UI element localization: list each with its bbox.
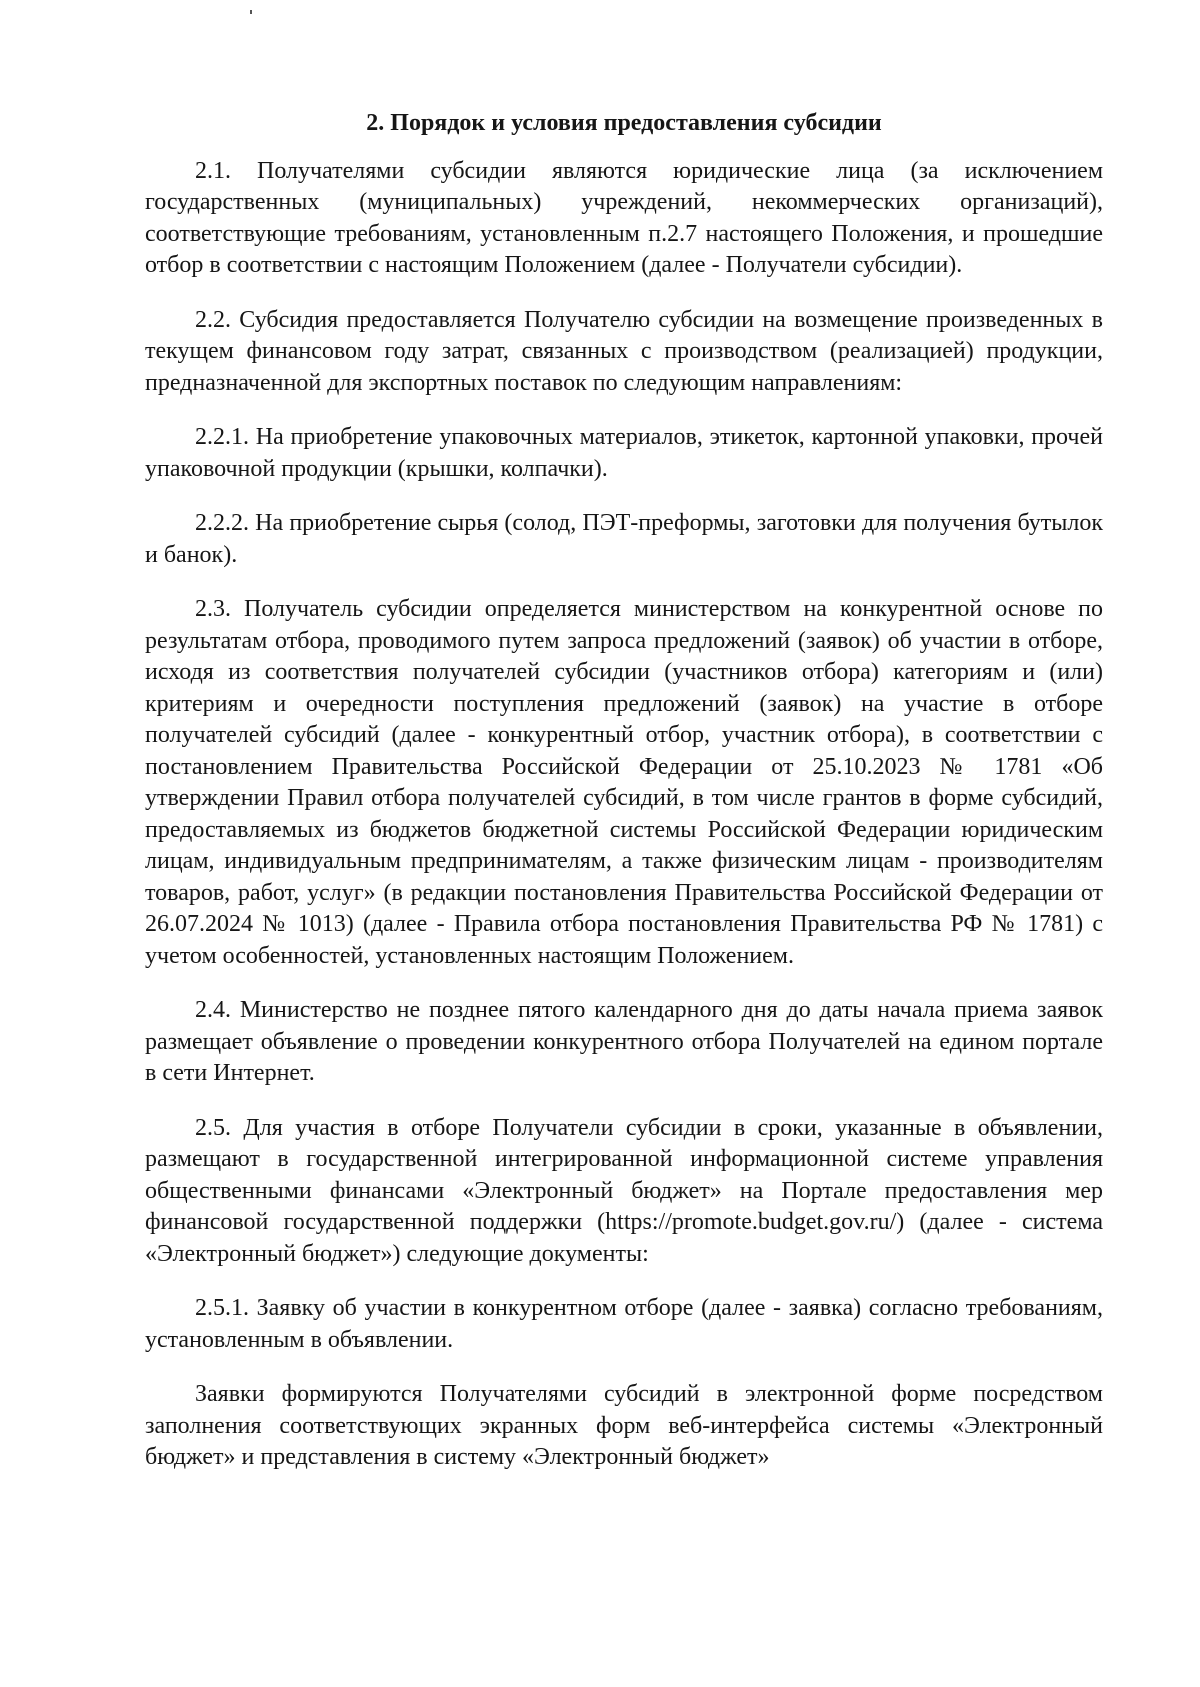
paragraph-applications: Заявки формируются Получателями субсидий в электронной форме посредством заполнения соответствующих экранных форм веб-интерфейса системы «Электронный бюджет» и представления в систему «Электронный бюджет» bbox=[145, 1381, 1103, 1470]
paragraph-2-3: 2.3. Получатель субсидии определяется министерством на конкурентной основе по результатам отбора, проводимого путем запроса предложений (заявок) об участии в отборе, исходя из соответствия получателей субсидии (участников отбора) категориям и (или) критериям и очередности поступления предложений (заявок) на участие в отборе получателей субсидий (далее - конкурентный отбор, участник отбора), в соответствии с постановлением Правительства Российской Федерации от 25.10.2023 № 1781 «Об утверждении Правил отбора получателей субсидий, в том числе грантов в форме субсидий, предоставляемых из бюджетов бюджетной системы Российской Федерации юридическим лицам, индивидуальным предпринимателям, а также физическим лицам - производителям товаров, работ, услуг» (в редакции постановления Правительства Российской Федерации от 26.07.2024 № 1013) (далее - Правила отбора постановления Правительства РФ № 1781) с учетом особенностей, установленных настоящим Положением. bbox=[145, 596, 1103, 969]
paragraph-2-4: 2.4. Министерство не позднее пятого календарного дня до даты начала приема заявок размещает объявление о проведении конкурентного отбора Получателей на едином портале в сети Интернет. bbox=[145, 997, 1103, 1086]
document-body bbox=[145, 108, 1103, 1497]
paragraph-2-5-1: 2.5.1. Заявку об участии в конкурентном отборе (далее - заявка) согласно требованиям, установленным в объявлении. bbox=[145, 1295, 1103, 1353]
paragraph-2-2-1: 2.2.1. На приобретение упаковочных материалов, этикеток, картонной упаковки, прочей упаковочной продукции (крышки, колпачки). bbox=[145, 424, 1103, 482]
paragraph-2-1: 2.1. Получателями субсидии являются юридические лица (за исключением государственных (муниципальных) учреждений, некоммерческих организаций), соответствующие требованиям, установленным п.2.7 настоящего Положения, и прошедшие отбор в соответствии с настоящим Положением (далее - Получатели субсидии). bbox=[145, 157, 1103, 278]
scan-speck bbox=[250, 10, 252, 14]
section-heading: 2. Порядок и условия предоставления субсидии bbox=[366, 110, 882, 136]
paragraph-2-5: 2.5. Для участия в отборе Получатели субсидии в сроки, указанные в объявлении, размещают в государственной интегрированной информационной системе управления общественными финансами «Электронный бюджет» на Портале предоставления мер финансовой государственной поддержки (https://promote.budget.gov.ru/) (далее - система «Электронный бюджет») следующие документы: bbox=[145, 1114, 1103, 1267]
paragraph-2-2-2: 2.2.2. На приобретение сырья (солод, ПЭТ-преформы, заготовки для получения бутылок и банок). bbox=[145, 510, 1103, 568]
paragraph-2-2: 2.2. Субсидия предоставляется Получателю субсидии на возмещение произведенных в текущем финансовом году затрат, связанных с производством (реализацией) продукции, предназначенной для экспортных поставок по следующим направлениям: bbox=[145, 306, 1103, 396]
